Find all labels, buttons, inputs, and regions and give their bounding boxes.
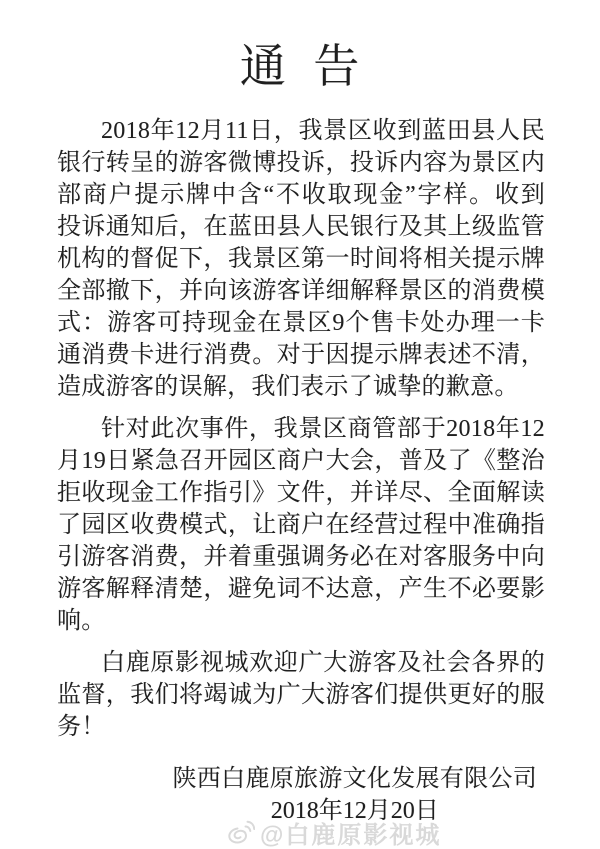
weibo-icon [227,820,255,846]
text-line: 监督，我们将竭诚为广大游客们提供更好的服 [57,682,545,708]
text-line: 月19日紧急召开园区商户大会，普及了《整治 [57,448,545,474]
text-line: 式：游客可持现金在景区9个售卡处办理一卡 [57,310,545,336]
document-body [57,115,545,743]
paragraph [57,413,545,637]
document-title: 通 告 [239,41,361,92]
text-line: 务！ [57,714,106,740]
text-line: 游客解释清楚，避免词不达意，产生不必要影 [57,576,545,602]
text-line: 引游客消费，并着重强调务必在对客服务中向 [57,544,545,570]
text-line: 银行转呈的游客微博投诉，投诉内容为景区内 [57,150,545,176]
company-name: 陕西白鹿原旅游文化发展有限公司 [172,766,537,792]
paragraph [57,115,545,403]
text-line: 响。 [57,608,106,634]
watermark-handle: @白鹿原影视城 [260,822,442,849]
text-line: 机构的督促下，我景区第一时间将相关提示牌 [57,246,545,272]
issue-date: 2018年12月20日 [270,798,439,824]
text-line: 了园区收费模式，让商户在经营过程中准确指 [57,512,545,538]
paragraph [57,647,545,743]
text-line: 针对此次事件，我景区商管部于2018年12 [101,416,545,442]
text-line: 通消费卡进行消费。对于因提示牌表述不清， [57,342,545,368]
text-line: 投诉通知后，在蓝田县人民银行及其上级监管 [57,214,545,240]
weibo-watermark [227,815,441,849]
text-line: 造成游客的误解，我们表示了诚挚的歉意。 [57,374,519,400]
text-line: 2018年12月11日，我景区收到蓝田县人民 [101,118,545,144]
text-line: 部商户提示牌中含“不收取现金”字样。收到 [57,182,545,208]
text-line: 全部撤下，并向该游客详细解释景区的消费模 [57,278,545,304]
text-line: 拒收现金工作指引》文件，并详尽、全面解读 [57,480,545,506]
text-line: 白鹿原影视城欢迎广大游客及社会各界的 [101,650,545,676]
